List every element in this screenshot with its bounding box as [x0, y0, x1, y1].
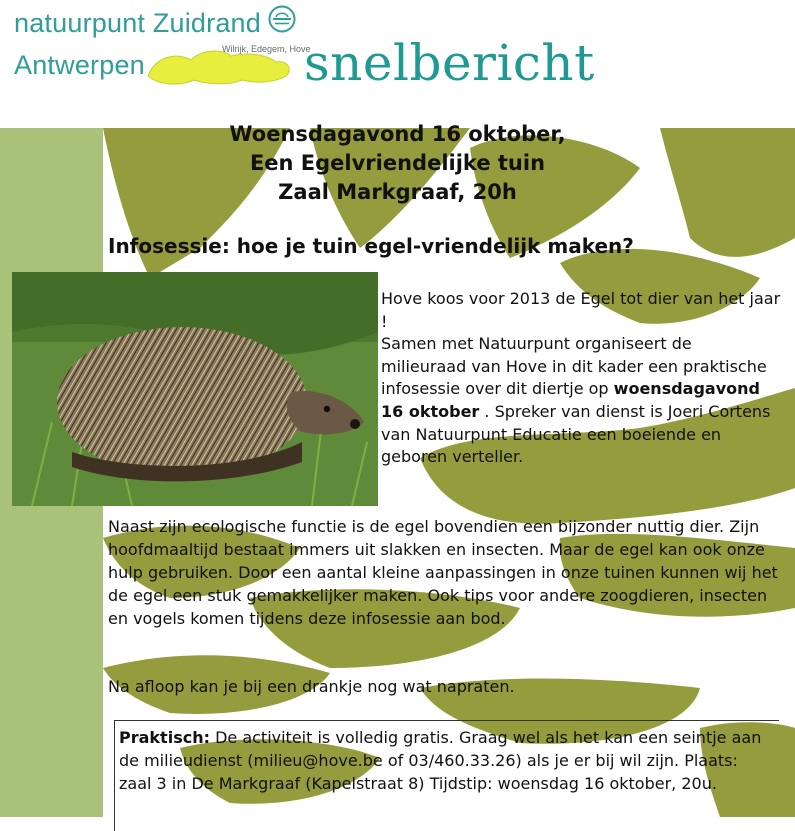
practical-label: Praktisch: [119, 728, 210, 747]
practical-details: De activiteit is volledig gratis. Graag wel als het kan een seintje aan de milieudienst (milieu@hove.be of 03/460.33.26) als je er bij wil zijn. Plaats: zaal 3 in De Markgraaf (Kapelstraat 8) Tijdstip: woensdag 16 oktober, 20u. [119, 728, 762, 793]
newsletter-title: snelbericht [304, 34, 595, 92]
org-name-line1: natuurpunt Zuidrand [14, 8, 261, 38]
practical-info-box [114, 720, 779, 831]
intro-paragraph [381, 288, 781, 469]
practical-info-text [115, 721, 779, 795]
intro-part1: Hove koos voor 2013 de Egel tot dier van het jaar ! [381, 289, 781, 331]
intro-part3: . Spreker van dienst is Joeri Cortens van Natuurpunt Educatie een boeiende en geboren verteller. [381, 401, 771, 467]
event-title-line1: Woensdagavond 16 oktober, [229, 122, 566, 146]
intro-part2: Samen met Natuurpunt organiseert de milieuraad van Hove in dit kader een praktische infosessie over dit diertje op [381, 334, 767, 399]
natuurpunt-logo-icon [268, 5, 296, 33]
body-paragraph-ecology: Naast zijn ecologische functie is de egel bovendien een bijzonder nuttig dier. Zijn hoofdmaaltijd bestaat immers uit slakken en insecten. Maar de egel kan ook onze hulp gebruiken. Door een aantal kleine aanpassingen in onze tuinen kunnen wij het de egel een stuk gemakkelijker maken. Ook tips voor andere zoogdieren, insecten en vogels komen tijdens deze infosessie aan bod. [108, 517, 778, 628]
header [0, 0, 795, 128]
hedgehog-photo [12, 272, 378, 506]
intro-date: woensdagavond 16 oktober [381, 379, 760, 421]
event-title-line3: Zaal Markgraaf, 20h [278, 180, 517, 204]
org-name-line2: Antwerpen [14, 50, 145, 80]
event-title [0, 120, 795, 207]
event-title-line2: Een Egelvriendelijke tuin [249, 151, 546, 175]
session-subtitle: Infosessie: hoe je tuin egel-vriendelijk maken? [108, 234, 634, 258]
body-paragraph-drinks: Na afloop kan je bij een drankje nog wat napraten. [108, 677, 515, 696]
org-subtitle: Wilrijk, Edegem, Hove [222, 44, 311, 54]
